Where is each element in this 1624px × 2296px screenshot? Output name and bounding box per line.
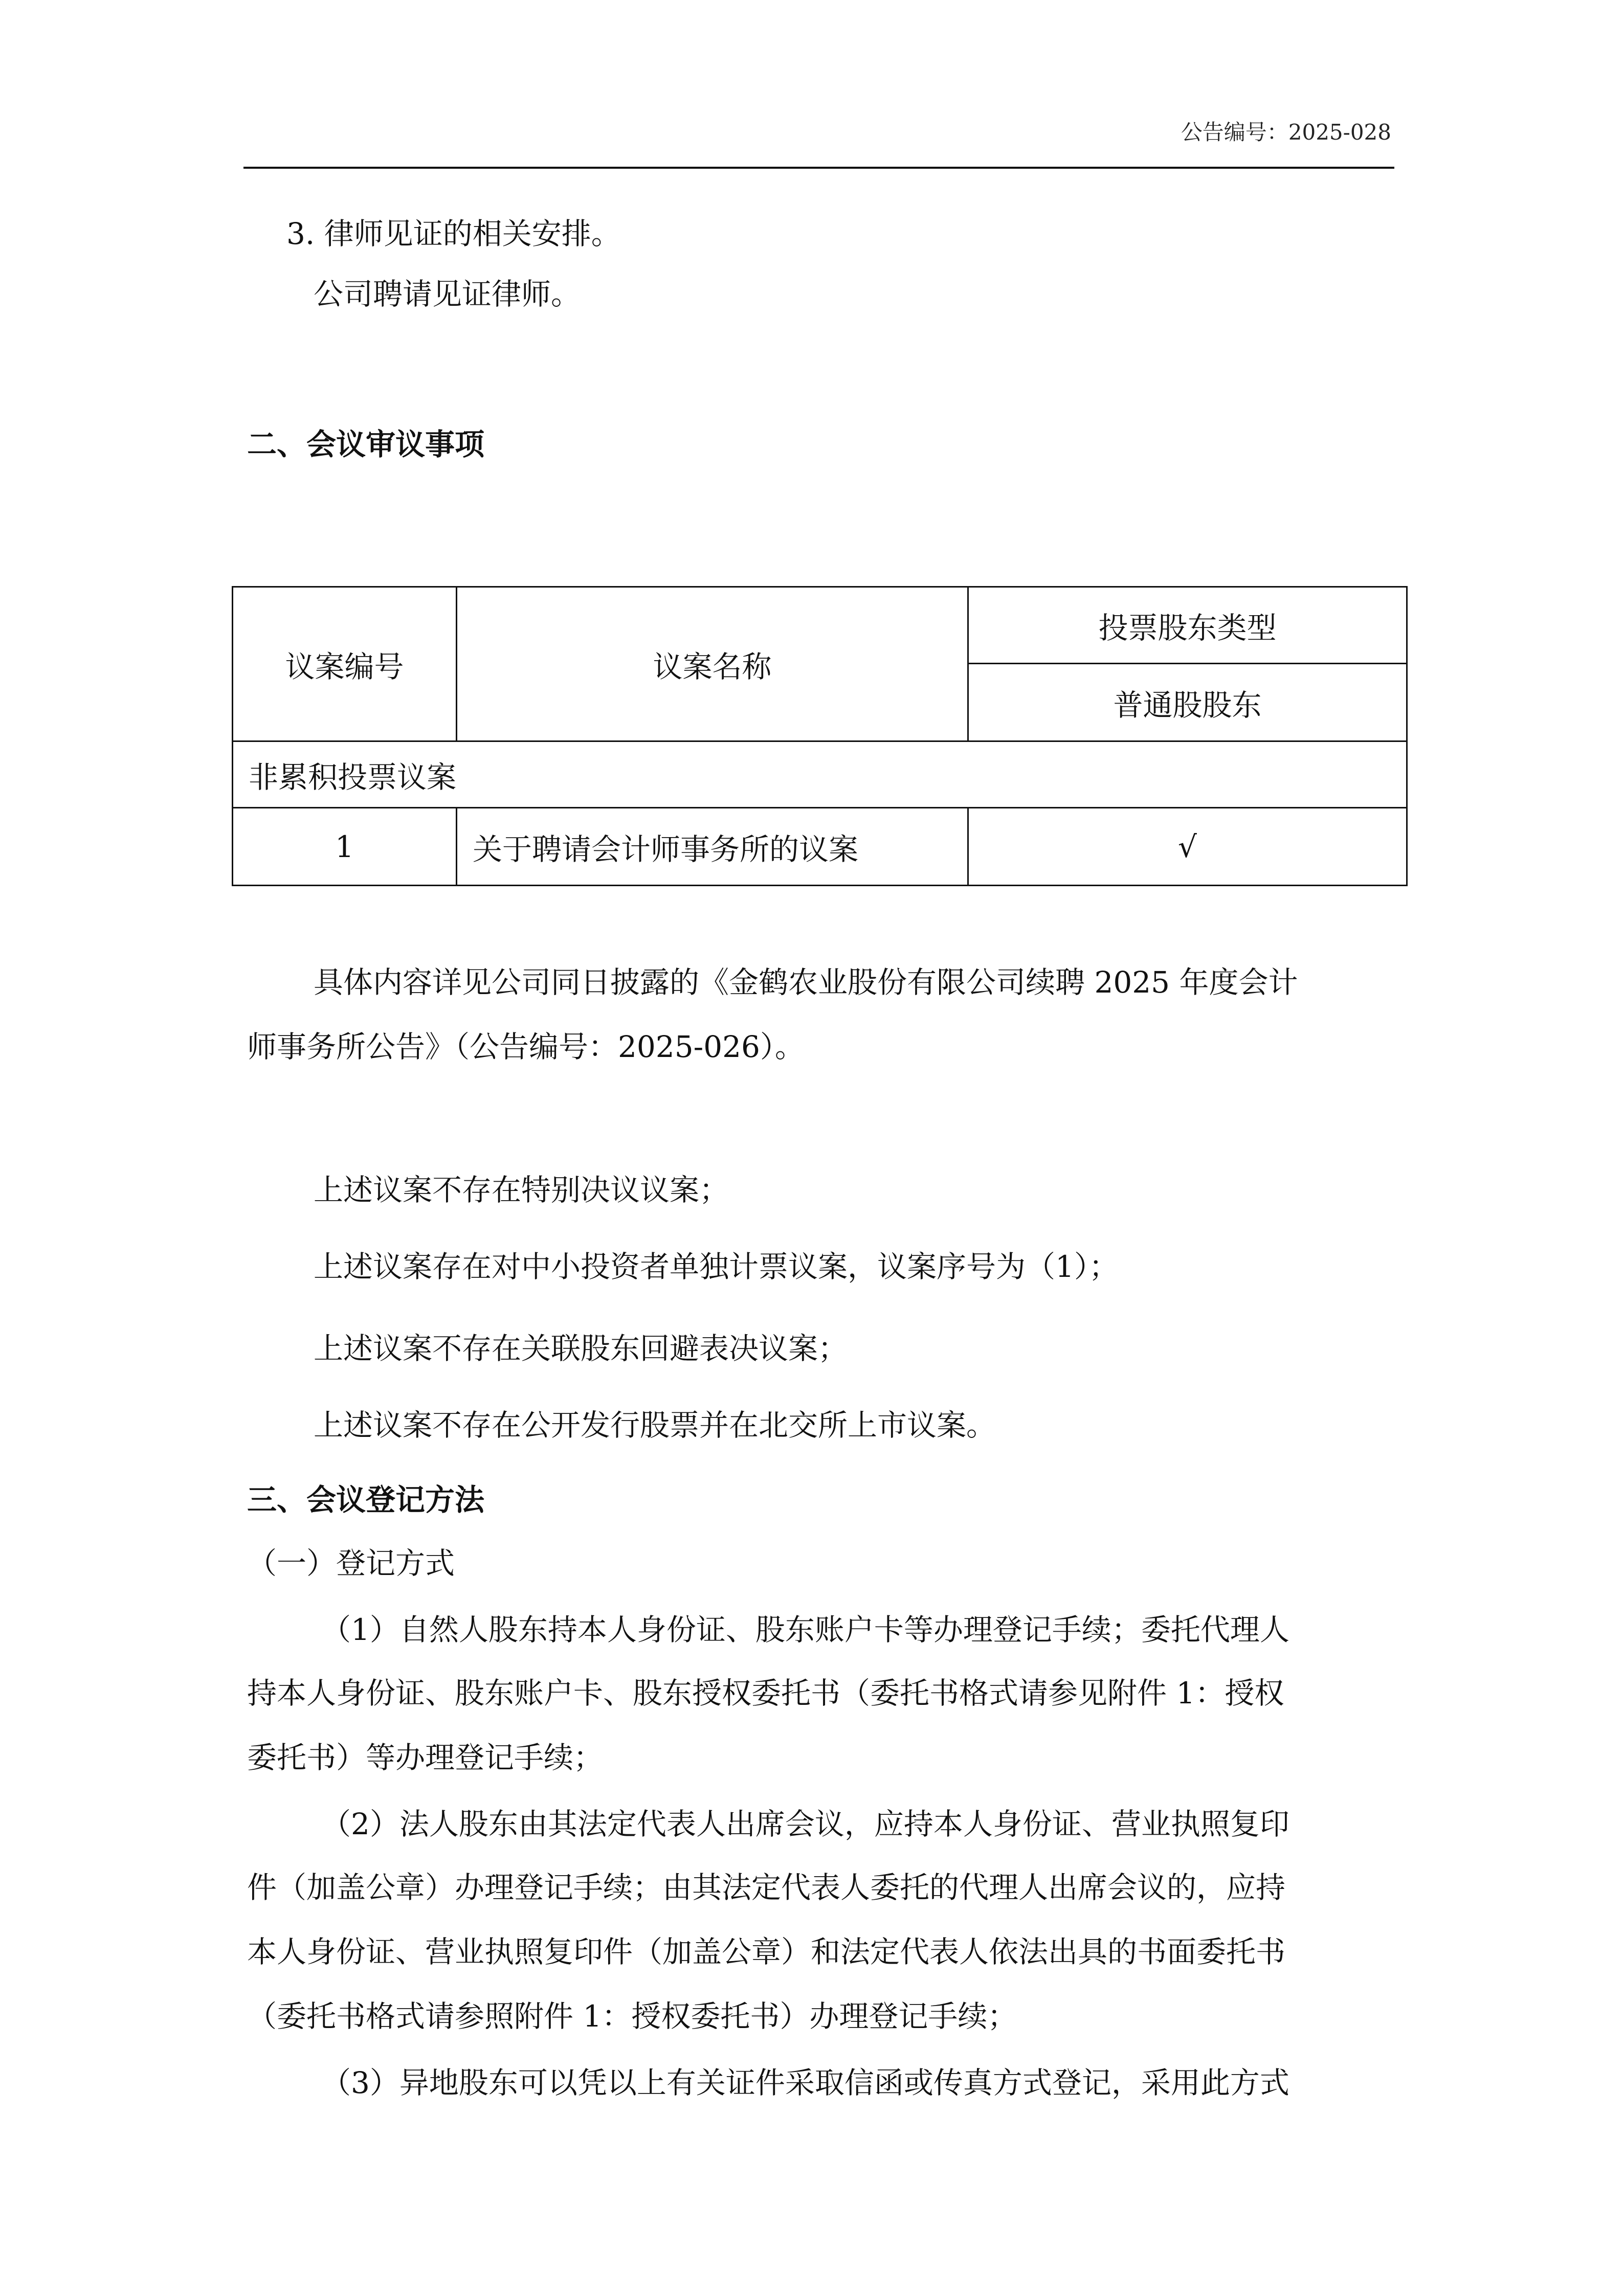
col-header-vote-type: 投票股东类型	[968, 587, 1407, 664]
para2-line-1: （2）法人股东由其法定代表人出席会议，应持本人身份证、营业执照复印	[321, 1807, 1289, 1841]
section2-heading: 二、会议审议事项	[247, 427, 485, 462]
group-label-non-cumulative: 非累积投票议案	[233, 741, 1407, 808]
item3-body: 公司聘请见证律师。	[314, 277, 581, 311]
para2-line-4: （委托书格式请参照附件 1：授权委托书）办理登记手续；	[247, 1999, 1017, 2034]
note-special-resolution: 上述议案不存在特别决议议案；	[314, 1173, 729, 1207]
detail-line-2: 师事务所公告》（公告编号：2025-026）。	[247, 1029, 805, 1064]
col-header-motion-name: 议案名称	[457, 587, 968, 741]
check-mark: √	[968, 808, 1407, 886]
subsection-registration-method: （一）登记方式	[247, 1546, 455, 1581]
section3-heading: 三、会议登记方法	[247, 1482, 485, 1517]
para2-line-3: 本人身份证、营业执照复印件（加盖公章）和法定代表人依法出具的书面委托书	[247, 1934, 1286, 1969]
col-header-common-shareholder: 普通股股东	[968, 664, 1407, 741]
para2-line-2: 件（加盖公章）办理登记手续；由其法定代表人委托的代理人出席会议的，应持	[247, 1870, 1286, 1905]
para3-line-1: （3）异地股东可以凭以上有关证件采取信函或传真方式登记，采用此方式	[321, 2065, 1289, 2100]
para1-line-1: （1）自然人股东持本人身份证、股东账户卡等办理登记手续；委托代理人	[321, 1612, 1289, 1647]
announcement-number: 公告编号：2025-028	[1181, 120, 1391, 145]
table-row	[233, 808, 1407, 886]
header-divider	[243, 167, 1394, 169]
item3-title: 3. 律师见证的相关安排。	[286, 216, 621, 251]
motion-no-cell: 1	[233, 808, 457, 886]
motions-table	[232, 586, 1408, 886]
detail-line-1: 具体内容详见公司同日披露的《金鹤农业股份有限公司续聘 2025 年度会计	[314, 965, 1298, 1000]
note-related-party: 上述议案不存在关联股东回避表决议案；	[314, 1331, 848, 1366]
motion-name-cell: 关于聘请会计师事务所的议案	[457, 808, 968, 886]
note-bse-listing: 上述议案不存在公开发行股票并在北交所上市议案。	[314, 1408, 996, 1443]
para1-line-3: 委托书）等办理登记手续；	[247, 1740, 604, 1775]
col-header-motion-no: 议案编号	[233, 587, 457, 741]
para1-line-2: 持本人身份证、股东账户卡、股东授权委托书（委托书格式请参见附件 1：授权	[247, 1676, 1284, 1710]
note-minority-vote: 上述议案存在对中小投资者单独计票议案，议案序号为（1）；	[314, 1249, 1119, 1284]
